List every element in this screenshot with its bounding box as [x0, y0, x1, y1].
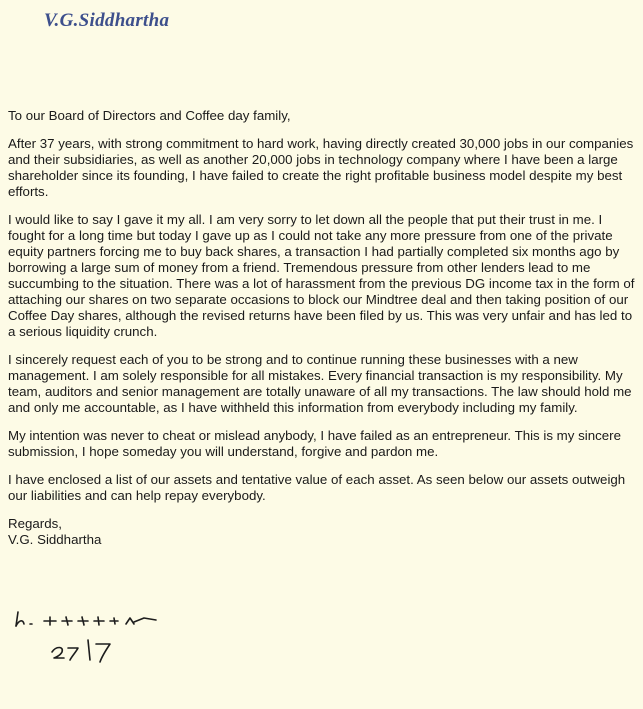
paragraph-2: I would like to say I gave it my all. I am very sorry to let down all the people that put their trust in me. I fought for a long time but today I gave up as I could not take any more pressure from one of the private equity partners forcing me to buy back shares, a transaction I had partially completed six months ago by borrowing a large sum of money from a friend. Tremendous pressure from other lenders lead to me succumbing to the situation. There was a lot of harassment from the previous DG income tax in the form of attaching our shares on two separate occasions to block our Mindtree deal and then taking position of our Coffee Day shares, although the revised returns have been filed by us. This was very unfair and has led to a serious liquidity crunch. [8, 212, 635, 339]
paragraph-1: After 37 years, with strong commitment to hard work, having directly created 30,000 jobs in our companies and their subsidiaries, as well as another 20,000 jobs in technology company where I have been a large shareholder since its founding, I have failed to create the right profitable business model despite my best efforts. [8, 136, 634, 199]
salutation: To our Board of Directors and Coffee day family, [8, 108, 291, 123]
closing-name: V.G. Siddhartha [8, 532, 102, 547]
paragraph-3: I sincerely request each of you to be strong and to continue running these businesses with a new management. I am solely responsible for all mistakes. Every financial transaction is my responsibility. My team, auditors and senior management are totally unaware of all my transactions. The law should hold me and only me accountable, as I have withheld this information from everybody including my family. [8, 352, 632, 415]
closing [8, 516, 636, 548]
closing-regards: Regards, [8, 516, 62, 531]
handwritten-signature [10, 608, 180, 668]
letterhead-name: V.G.Siddhartha [44, 10, 170, 31]
paragraph-4: My intention was never to cheat or mislead anybody, I have failed as an entrepreneur. This is my sincere submission, I hope someday you will understand, forgive and pardon me. [8, 428, 621, 459]
paragraph-5: I have enclosed a list of our assets and tentative value of each asset. As seen below our assets outweigh our liabilities and can help repay everybody. [8, 472, 626, 503]
letter-body [8, 108, 636, 548]
